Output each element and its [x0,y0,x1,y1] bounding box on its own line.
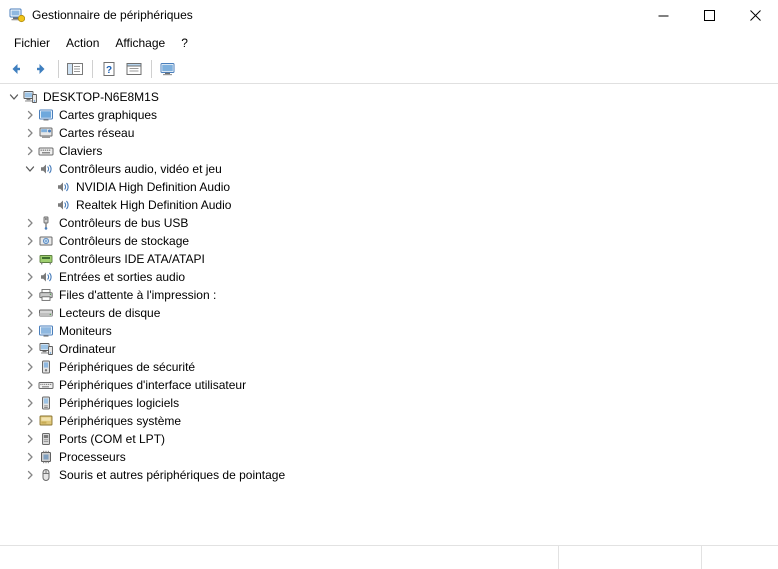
hid-icon [38,377,54,393]
tree-node-cartes-reseau[interactable] [0,124,778,142]
chevron-right-icon[interactable] [22,341,38,357]
title-bar [0,0,778,31]
minimize-button[interactable] [640,0,686,30]
chevron-right-icon[interactable] [22,431,38,447]
tree-node-label: Entrées et sorties audio [59,270,186,284]
tree-node-label: Périphériques logiciels [59,396,180,410]
device-tree[interactable] [0,84,778,545]
chevron-right-icon[interactable] [22,125,38,141]
chevron-right-icon[interactable] [22,233,38,249]
audio-io-icon [38,269,54,285]
maximize-button[interactable] [686,0,732,30]
ide-controller-icon [38,251,54,267]
tree-node-souris-peripheriques-pointage[interactable] [0,466,778,484]
tree-node-cartes-graphiques[interactable] [0,106,778,124]
tree-node-label: Contrôleurs IDE ATA/ATAPI [59,252,205,266]
tree-node-label: Cartes réseau [59,126,135,140]
tree-node-label: Files d'attente à l'impression : [59,288,217,302]
security-device-icon [38,359,54,375]
arrow-left-icon [8,61,24,77]
mouse-icon [38,467,54,483]
tree-node-lecteurs-disque[interactable] [0,304,778,322]
console-tree-icon [66,61,84,77]
tree-node-processeurs[interactable] [0,448,778,466]
tree-node-controleurs-ide-ata-atapi[interactable] [0,250,778,268]
tree-node-label: Cartes graphiques [59,108,158,122]
tree-node-label: Processeurs [59,450,126,464]
chevron-right-icon[interactable] [22,215,38,231]
tree-node-nvidia-high-definition-audio[interactable] [0,178,778,196]
tree-node-peripheriques-securite[interactable] [0,358,778,376]
properties-button[interactable] [122,58,146,80]
sound-controller-icon [38,161,54,177]
processor-icon [38,449,54,465]
toolbar-separator-3 [151,60,152,78]
monitor-scan-icon [159,61,177,77]
menu-action[interactable]: Action [66,36,100,50]
device-manager-icon [9,7,25,23]
chevron-right-icon[interactable] [22,413,38,429]
tree-node-files-attente-impression[interactable] [0,286,778,304]
arrow-right-icon [33,61,49,77]
back-button[interactable] [4,58,28,80]
chevron-down-icon[interactable] [22,161,38,177]
tree-node-label: Claviers [59,144,103,158]
tree-node-label: Contrôleurs audio, vidéo et jeu [59,162,222,176]
chevron-right-icon[interactable] [22,269,38,285]
chevron-right-icon[interactable] [22,107,38,123]
tree-node-label: Contrôleurs de bus USB [59,216,189,230]
status-pane-2 [559,546,702,569]
status-pane-1 [0,546,559,569]
tree-node-ports-com-lpt[interactable] [0,430,778,448]
chevron-right-icon[interactable] [22,395,38,411]
menu-affichage[interactable]: Affichage [115,36,166,50]
tree-node-label: Périphériques système [59,414,182,428]
tree-node-peripheriques-systeme[interactable] [0,412,778,430]
computer-icon [38,341,54,357]
system-device-icon [38,413,54,429]
tree-node-controleurs-stockage[interactable] [0,232,778,250]
computer-icon [22,89,38,105]
storage-controller-icon [38,233,54,249]
tree-node-label: Ports (COM et LPT) [59,432,166,446]
tree-node-entrees-sorties-audio[interactable] [0,268,778,286]
window-title: Gestionnaire de périphériques [32,8,193,22]
tree-node-controleurs-audio-video-jeu[interactable] [0,160,778,178]
toolbar [0,55,778,84]
chevron-right-icon[interactable] [22,287,38,303]
menu-fichier[interactable]: Fichier [14,36,51,50]
menu-bar [0,31,778,55]
scan-hardware-changes-button[interactable] [156,58,180,80]
question-mark-icon [102,61,116,77]
network-adapter-icon [38,125,54,141]
keyboard-icon [38,143,54,159]
chevron-right-icon[interactable] [22,323,38,339]
show-hide-console-tree-button[interactable] [63,58,87,80]
port-icon [38,431,54,447]
tree-node-label: Ordinateur [59,342,116,356]
display-adapter-icon [38,107,54,123]
chevron-right-icon[interactable] [22,449,38,465]
toolbar-separator-1 [58,60,59,78]
monitor-icon [38,323,54,339]
disk-drive-icon [38,305,54,321]
tree-node-moniteurs[interactable] [0,322,778,340]
chevron-right-icon[interactable] [22,359,38,375]
tree-node-ordinateur[interactable] [0,340,778,358]
tree-node-label: DESKTOP-N6E8M1S [43,90,159,104]
tree-node-label: Realtek High Definition Audio [76,198,232,212]
chevron-right-icon[interactable] [22,143,38,159]
chevron-down-icon[interactable] [6,89,22,105]
status-pane-3 [702,546,778,569]
tree-node-controleurs-bus-usb[interactable] [0,214,778,232]
properties-icon [125,61,143,77]
help-button[interactable] [97,58,121,80]
status-bar [0,545,778,569]
usb-controller-icon [38,215,54,231]
printer-queue-icon [38,287,54,303]
tree-node-claviers[interactable] [0,142,778,160]
sound-device-icon [55,197,71,213]
sound-device-icon [55,179,71,195]
tree-node-label: Moniteurs [59,324,112,338]
tree-node-label: Lecteurs de disque [59,306,161,320]
tree-node-peripheriques-logiciels[interactable] [0,394,778,412]
toolbar-separator-2 [92,60,93,78]
tree-node-label: Périphériques de sécurité [59,360,196,374]
tree-node-label: Contrôleurs de stockage [59,234,190,248]
tree-node-root[interactable] [0,88,778,106]
chevron-right-icon[interactable] [22,467,38,483]
chevron-right-icon[interactable] [22,305,38,321]
tree-node-label: NVIDIA High Definition Audio [76,180,231,194]
chevron-right-icon[interactable] [22,251,38,267]
close-button[interactable] [732,0,778,30]
tree-node-peripheriques-interface-utilisateur[interactable] [0,376,778,394]
tree-node-realtek-high-definition-audio[interactable] [0,196,778,214]
caption-buttons [640,0,778,30]
tree-node-label: Périphériques d'interface utilisateur [59,378,247,392]
svg-text:?: ? [105,65,113,76]
chevron-right-icon[interactable] [22,377,38,393]
software-device-icon [38,395,54,411]
forward-button[interactable] [29,58,53,80]
menu-aide[interactable]: ? [181,36,188,50]
tree-node-label: Souris et autres périphériques de pointage [59,468,286,482]
